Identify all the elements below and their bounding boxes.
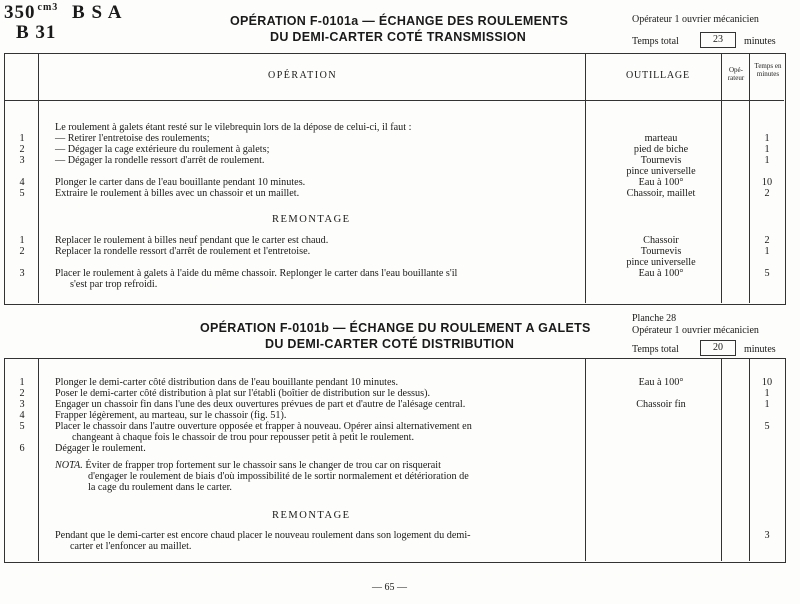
op-a-time-label: Temps total — [632, 36, 679, 47]
op-b-operator: Opérateur 1 ouvrier mécanicien — [632, 325, 759, 336]
col-time-header: Temps en minutes — [754, 62, 782, 78]
op-b-time-unit: minutes — [744, 344, 776, 355]
op-b-title-line1: OPÉRATION F-0101b — ÉCHANGE DU ROULEMENT A GALETS — [200, 321, 591, 335]
op-a-operator: Opérateur 1 ouvrier mécanicien — [632, 14, 759, 25]
op-a-time-unit: minutes — [744, 36, 776, 47]
col-tools-header: OUTILLAGE — [626, 70, 690, 81]
page-number: — 65 — — [372, 582, 407, 593]
op-a-title-line2: DU DEMI-CARTER COTÉ TRANSMISSION — [270, 30, 527, 44]
op-a-intro: Le roulement à galets étant resté sur le vilebrequin lors de la dépose de celui-ci, il faut : — [55, 122, 412, 133]
model-code: B 31 — [16, 22, 57, 43]
col-operator-header: Opé-rateur — [727, 66, 745, 82]
op-b-title-line2: DU DEMI-CARTER COTÉ DISTRIBUTION — [265, 337, 515, 351]
op-b-time-box: 20 — [700, 340, 736, 356]
model-number: 350 $^{cm3}$ B S A — [4, 2, 123, 23]
op-a-subheading: REMONTAGE — [272, 214, 351, 225]
col-operation-header: OPÉRATION — [268, 70, 338, 81]
plate-label: Planche 28 — [632, 313, 677, 324]
op-b-subheading: REMONTAGE — [272, 510, 351, 521]
op-a-time-box: 23 — [700, 32, 736, 48]
op-b-time-label: Temps total — [632, 344, 679, 355]
note-label: NOTA. — [55, 460, 83, 471]
op-a-title-line1: OPÉRATION F-0101a — ÉCHANGE DES ROULEMENTS — [230, 14, 569, 28]
brand-name: B S A — [72, 2, 123, 23]
